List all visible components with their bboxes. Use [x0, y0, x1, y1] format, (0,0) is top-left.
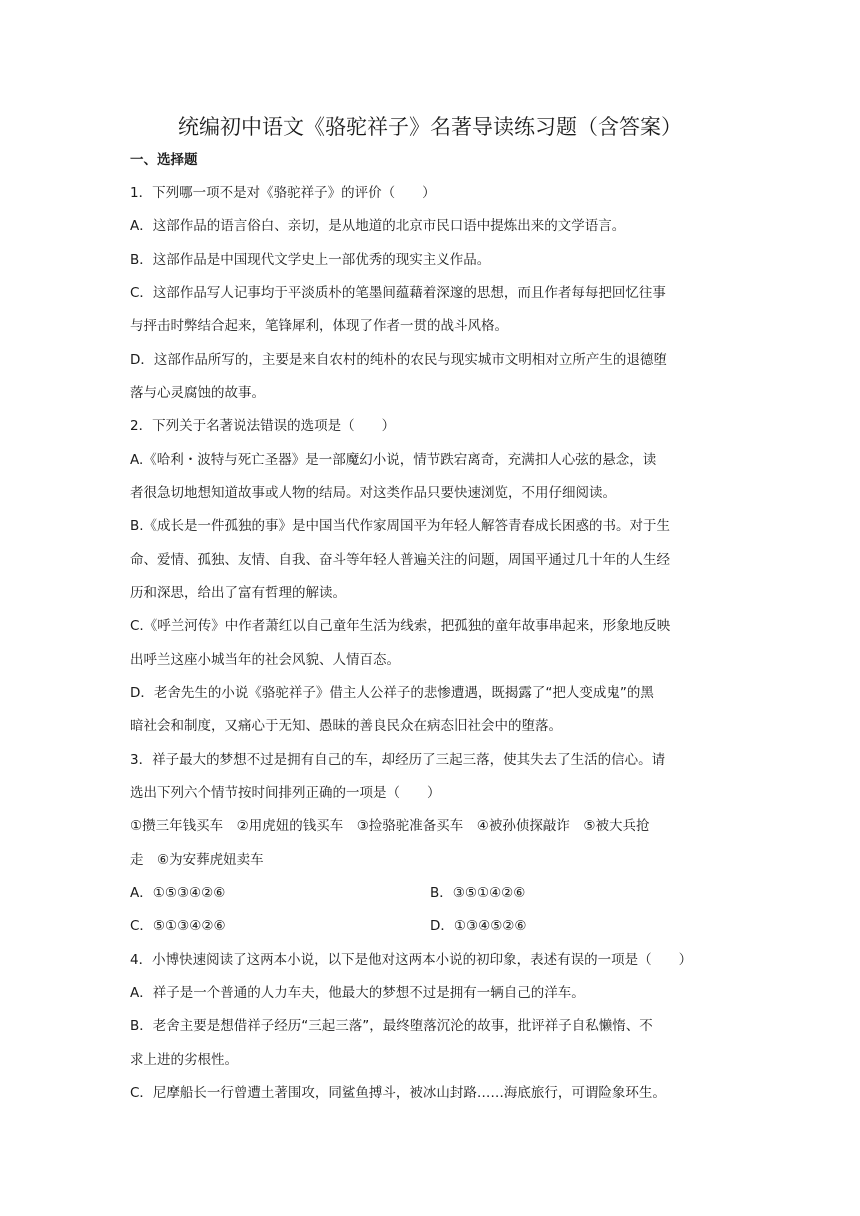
- text-line: 求上进的劣根性。: [130, 1052, 238, 1068]
- text-line: 与抨击时弊结合起来，笔锋犀利，体现了作者一贯的战斗风格。: [130, 318, 508, 334]
- text-line: A.《哈利・波特与死亡圣器》是一部魔幻小说，情节跌宕离奇，充满扣人心弦的悬念，读: [130, 452, 657, 468]
- text-line: A．这部作品的语言俗白、亲切，是从地道的北京市民口语中提炼出来的文学语言。: [130, 218, 626, 234]
- option-c: C．⑤①③④②⑥: [130, 918, 226, 934]
- text-line: C.《呼兰河传》中作者萧红以自己童年生活为线索，把孤独的童年故事串起来，形象地反映: [130, 618, 671, 634]
- text-line: 暗社会和制度，又痛心于无知、愚昧的善良民众在病态旧社会中的堕落。: [130, 718, 562, 734]
- text-line: 走 ⑥为安葬虎妞卖车: [130, 852, 264, 868]
- text-line: B.《成长是一件孤独的事》是中国当代作家周国平为年轻人解答青春成长困惑的书。对于生: [130, 518, 671, 534]
- text-line: C．尼摩船长一行曾遭土著围攻，同鲨鱼搏斗，被冰山封路……海底旅行，可谓险象环生。: [130, 1085, 666, 1101]
- text-line: B．这部作品是中国现代文学史上一部优秀的现实主义作品。: [130, 252, 491, 268]
- text-line: 出呼兰这座小城当年的社会风貌、人情百态。: [130, 652, 400, 668]
- text-line: 历和深思，给出了富有哲理的解读。: [130, 585, 346, 601]
- text-line: 1．下列哪一项不是对《骆驼祥子》的评价（ ）: [130, 185, 436, 201]
- option-b: B．③⑤①④②⑥: [430, 885, 526, 901]
- text-line: C．这部作品写人记事均于平淡质朴的笔墨间蕴藉着深邃的思想，而且作者每每把回忆往事: [130, 285, 666, 301]
- text-line: 2．下列关于名著说法错误的选项是（ ）: [130, 418, 396, 434]
- option-a: A．①⑤③④②⑥: [130, 885, 226, 901]
- option-d: D．①③④⑤②⑥: [430, 918, 527, 934]
- text-line: D．这部作品所写的，主要是来自农村的纯朴的农民与现实城市文明相对立所产生的退德堕: [130, 352, 667, 368]
- text-line: D．老舍先生的小说《骆驼祥子》借主人公祥子的悲惨遭遇，既揭露了“把人变成鬼”的黑: [130, 685, 654, 701]
- text-line: 3．祥子最大的梦想不过是拥有自己的车，却经历了三起三落，使其失去了生活的信心。请: [130, 752, 666, 768]
- text-line: A．祥子是一个普通的人力车夫，他最大的梦想不过是拥有一辆自己的洋车。: [130, 985, 585, 1001]
- text-line: 4．小博快速阅读了这两本小说，以下是他对这两本小说的初印象，表述有误的一项是（ ）: [130, 952, 693, 968]
- section-heading: 一、选择题: [130, 152, 198, 168]
- document-title: 统编初中语文《骆驼祥子》名著导读练习题（含答案）: [178, 115, 682, 139]
- text-line: 者很急切地想知道故事或人物的结局。对这类作品只要快速浏览，不用仔细阅读。: [130, 485, 616, 501]
- text-line: 落与心灵腐蚀的故事。: [130, 385, 265, 401]
- text-line: ①攒三年钱买车 ②用虎妞的钱买车 ③捡骆驼准备买车 ④被孙侦探敲诈 ⑤被大兵抢: [130, 818, 650, 834]
- text-line: B．老舍主要是想借祥子经历“三起三落”，最终堕落沉沦的故事，批评祥子自私懒惰、不: [130, 1018, 653, 1034]
- text-line: 命、爱情、孤独、友情、自我、奋斗等年轻人普遍关注的问题，周国平通过几十年的人生经: [130, 552, 670, 568]
- text-line: 选出下列六个情节按时间排列正确的一项是（ ）: [130, 785, 441, 801]
